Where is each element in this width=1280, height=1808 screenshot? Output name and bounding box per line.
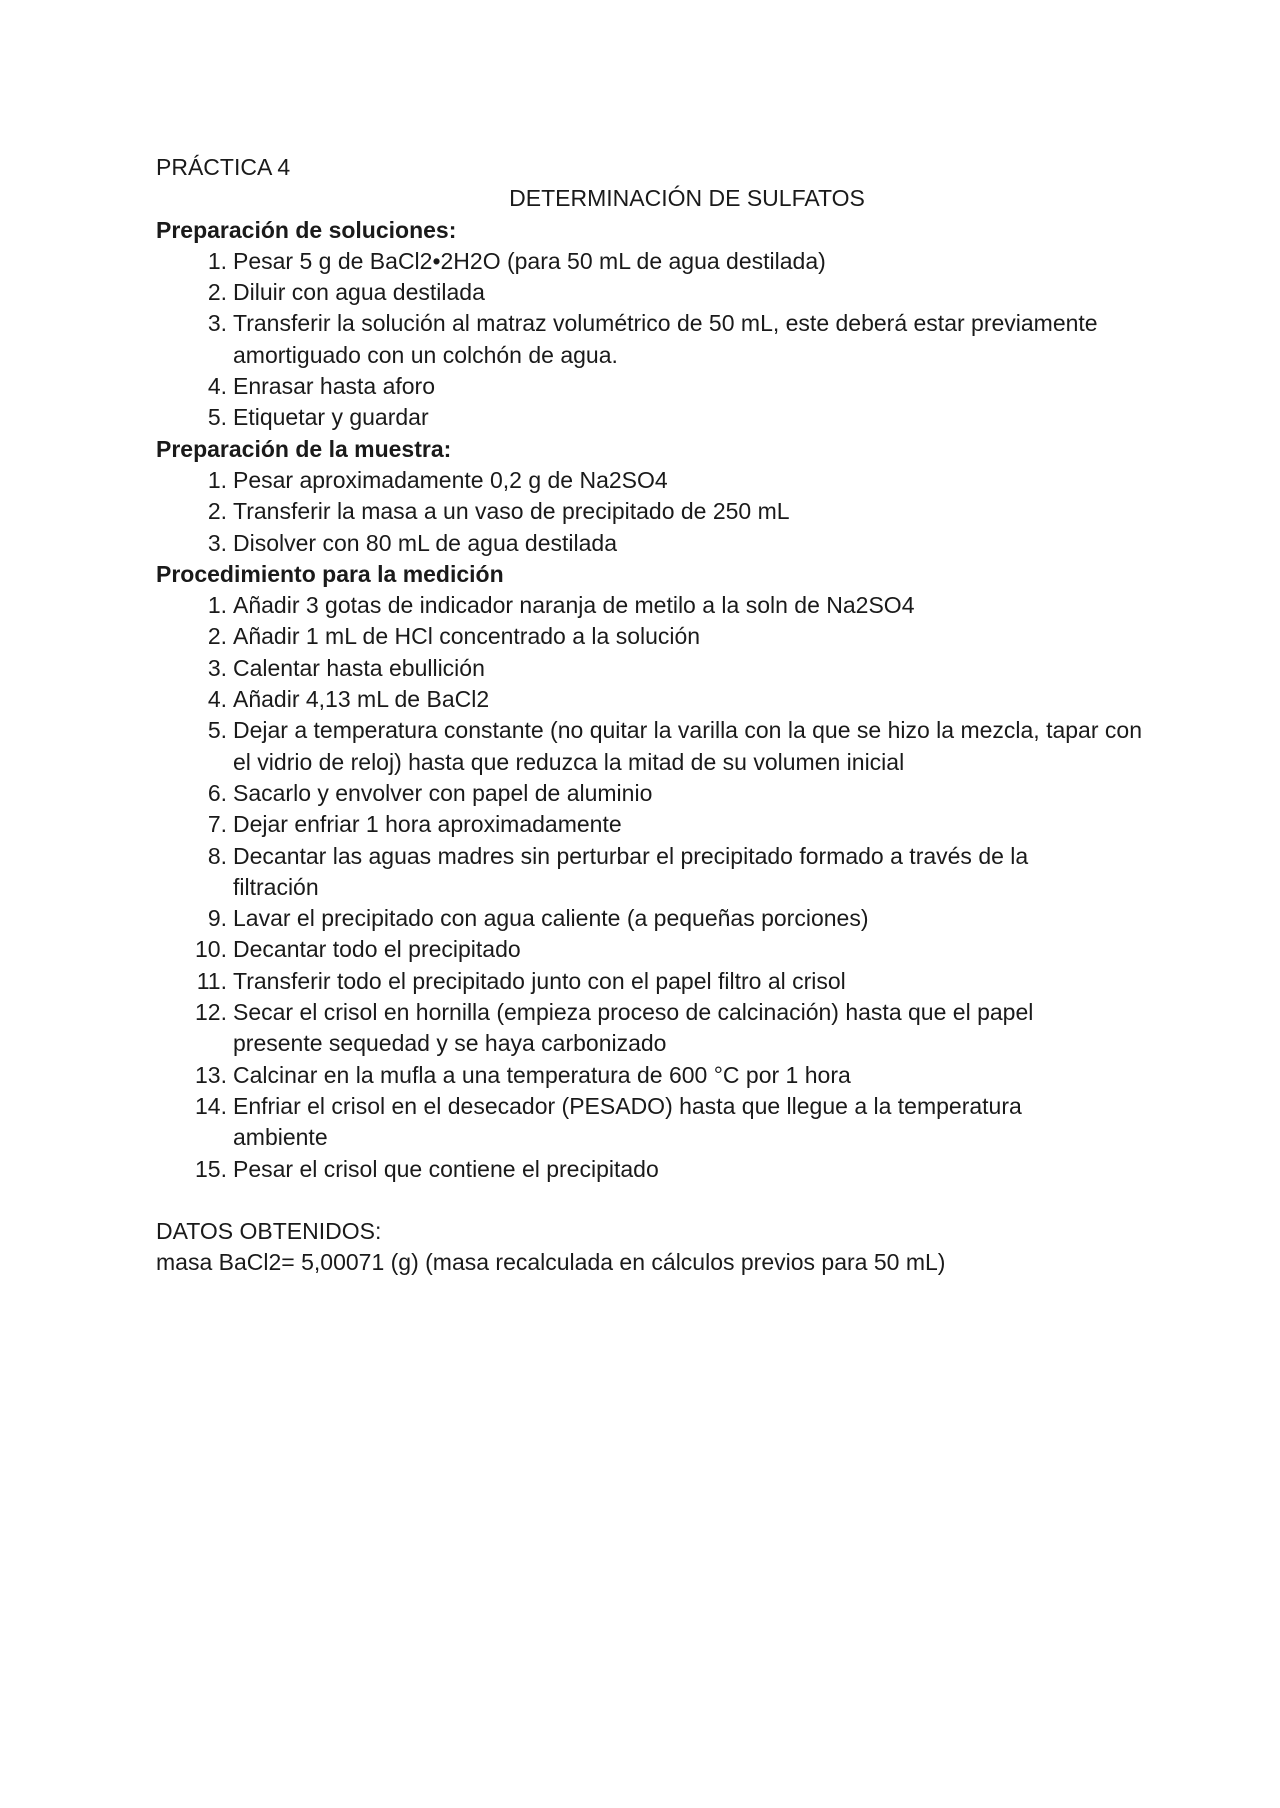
- step-text: Secar el crisol en hornilla (empieza proceso de calcinación) hasta que el papel presente sequedad y se haya carbonizado: [233, 999, 1034, 1057]
- step-number: 15.: [195, 1155, 227, 1182]
- step-number: 2.: [207, 623, 227, 650]
- list-item: [156, 402, 1146, 433]
- step-text: Pesar 5 g de BaCl2•2H2O (para 50 mL de agua destilada): [233, 247, 826, 274]
- step-number: 9.: [207, 905, 227, 932]
- step-text: Etiquetar y guardar: [233, 404, 429, 431]
- list-item: [156, 496, 1146, 527]
- step-text: Pesar aproximadamente 0,2 g de Na2SO4: [233, 466, 668, 493]
- list-item: [156, 997, 1146, 1060]
- section-heading-solutions: Preparación de soluciones:: [156, 216, 457, 243]
- step-text: Añadir 1 mL de HCl concentrado a la solución: [233, 623, 701, 650]
- step-number: 10.: [195, 936, 227, 963]
- step-number: 4.: [207, 686, 227, 713]
- list-item: [156, 809, 1146, 840]
- step-text: Calcinar en la mufla a una temperatura de 600 °C por 1 hora: [233, 1061, 851, 1088]
- step-number: 12.: [195, 999, 227, 1026]
- step-text: Lavar el precipitado con agua caliente (a pequeñas porciones): [233, 905, 869, 932]
- step-text: Calentar hasta ebullición: [233, 654, 485, 681]
- list-item: [156, 715, 1146, 778]
- steps-list-solutions: [156, 246, 1146, 434]
- step-text: Transferir la solución al matraz volumétrico de 50 mL, este deberá estar previamente amortiguado con un colchón de agua.: [233, 310, 1098, 368]
- list-item: [156, 1154, 1146, 1185]
- practice-label: PRÁCTICA 4: [156, 154, 291, 180]
- list-item: [156, 903, 1146, 934]
- step-text: Añadir 4,13 mL de BaCl2: [233, 686, 490, 713]
- step-text: Dejar a temperatura constante (no quitar la varilla con la que se hizo la mezcla, tapar con el vidrio de reloj) hasta que reduzca la mitad de su volumen inicial: [233, 717, 1142, 775]
- step-number: 3.: [207, 529, 227, 556]
- step-number: 2.: [207, 498, 227, 525]
- list-item: [156, 841, 1146, 904]
- data-heading: DATOS OBTENIDOS:: [156, 1217, 382, 1244]
- step-number: 1.: [207, 592, 227, 619]
- list-item: [156, 966, 1146, 997]
- step-text: Decantar todo el precipitado: [233, 936, 521, 963]
- step-text: Pesar el crisol que contiene el precipitado: [233, 1155, 659, 1182]
- step-text: Enrasar hasta aforo: [233, 373, 436, 400]
- step-number: 6.: [207, 779, 227, 806]
- list-item: [156, 934, 1146, 965]
- step-text: Sacarlo y envolver con papel de aluminio: [233, 779, 653, 806]
- list-item: [156, 1091, 1146, 1154]
- step-number: 11.: [196, 967, 227, 994]
- step-text: Transferir todo el precipitado junto con el papel filtro al crisol: [233, 967, 846, 994]
- data-line: masa BaCl2= 5,00071 (g) (masa recalculada en cálculos previos para 50 mL): [156, 1249, 946, 1276]
- step-number: 3.: [207, 310, 227, 337]
- step-number: 5.: [207, 404, 227, 431]
- steps-list-procedure: [156, 590, 1146, 1185]
- step-number: 13.: [195, 1061, 227, 1088]
- list-item: [156, 465, 1146, 496]
- list-item: [156, 308, 1146, 371]
- step-text: Añadir 3 gotas de indicador naranja de metilo a la soln de Na2SO4: [233, 592, 915, 619]
- section-heading-sample: Preparación de la muestra:: [156, 435, 452, 462]
- list-item: [156, 277, 1146, 308]
- step-text: Enfriar el crisol en el desecador (PESADO) hasta que llegue a la temperatura ambiente: [233, 1092, 1022, 1151]
- step-text: Transferir la masa a un vaso de precipitado de 250 mL: [233, 498, 790, 525]
- step-text: Dejar enfriar 1 hora aproximadamente: [233, 811, 622, 838]
- list-item: [156, 653, 1146, 684]
- step-number: 14.: [195, 1092, 227, 1119]
- step-number: 4.: [207, 373, 227, 400]
- step-number: 2.: [207, 279, 227, 306]
- document-title: DETERMINACIÓN DE SULFATOS: [509, 185, 865, 212]
- step-number: 5.: [207, 717, 227, 744]
- step-number: 7.: [207, 811, 227, 838]
- section-heading-procedure: Procedimiento para la medición: [156, 560, 504, 587]
- step-number: 1.: [207, 466, 227, 493]
- list-item: [156, 684, 1146, 715]
- step-text: Disolver con 80 mL de agua destilada: [233, 529, 617, 556]
- document-page: [156, 152, 1146, 1278]
- blank-line: [156, 1185, 1146, 1216]
- step-number: 1.: [207, 247, 227, 274]
- list-item: [156, 778, 1146, 809]
- step-number: 3.: [207, 654, 227, 681]
- list-item: [156, 590, 1146, 621]
- list-item: [156, 1060, 1146, 1091]
- list-item: [156, 528, 1146, 559]
- steps-list-sample: [156, 465, 1146, 559]
- step-number: 8.: [207, 842, 227, 869]
- list-item: [156, 621, 1146, 652]
- list-item: [156, 246, 1146, 277]
- list-item: [156, 371, 1146, 402]
- step-text: Diluir con agua destilada: [233, 279, 485, 306]
- step-text: Decantar las aguas madres sin perturbar el precipitado formado a través de la filtración: [233, 842, 1029, 900]
